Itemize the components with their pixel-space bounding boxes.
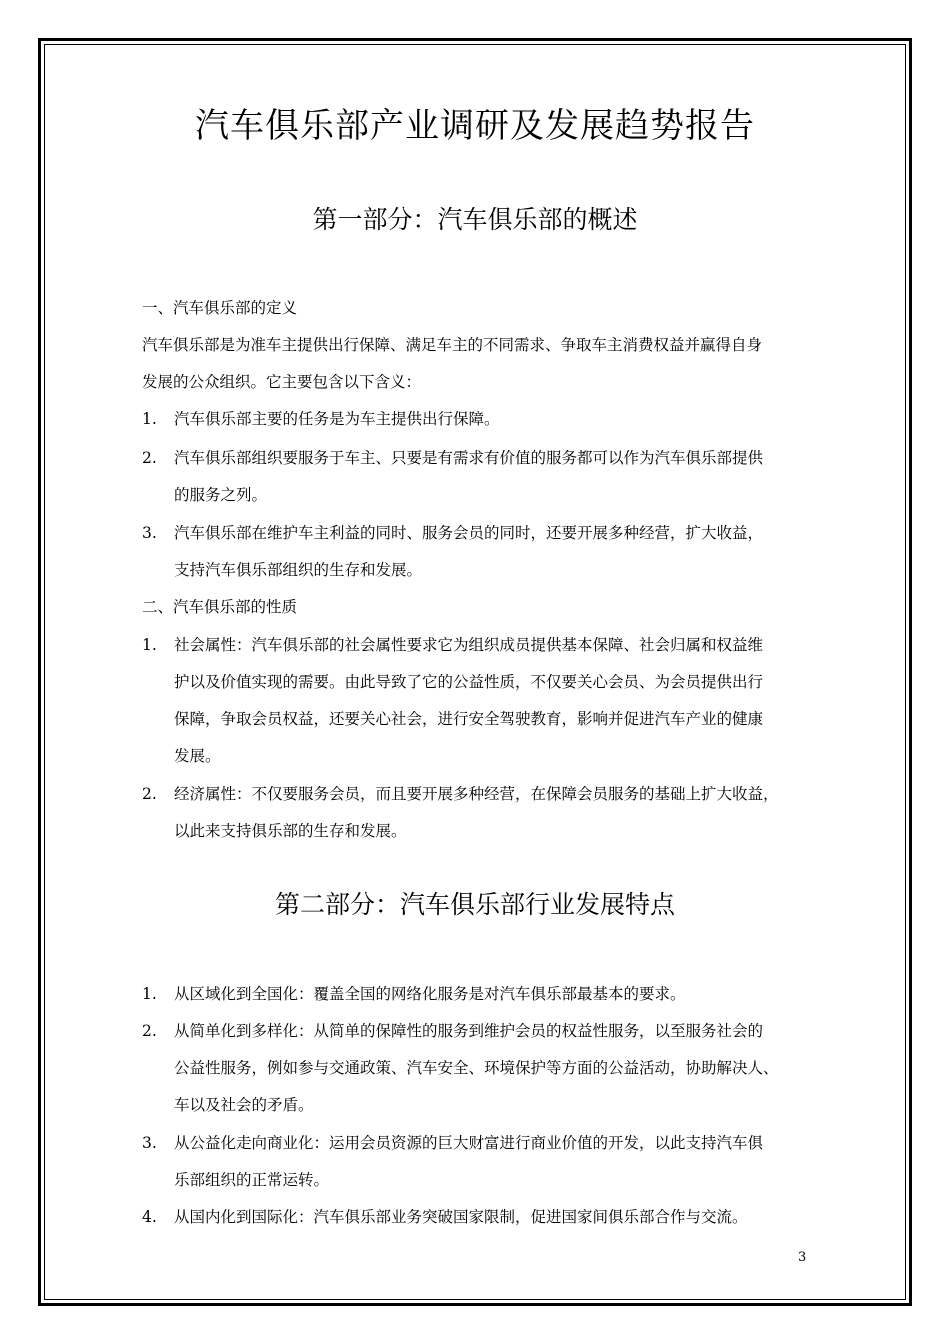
definition-line: 发展的公众组织。它主要包含以下含义： <box>142 373 422 391</box>
list-number: 1. <box>142 985 157 1003</box>
list-item-line: 以此来支持俱乐部的生存和发展。 <box>174 822 407 840</box>
list-number: 1. <box>142 410 157 428</box>
list-item-line: 社会属性：汽车俱乐部的社会属性要求它为组织成员提供基本保障、社会归属和权益维 <box>174 636 764 654</box>
document-title: 汽车俱乐部产业调研及发展趋势报告 <box>195 106 755 146</box>
list-item-line: 的服务之列。 <box>174 486 268 504</box>
page-number: 3 <box>798 1250 807 1265</box>
list-number: 4. <box>142 1208 157 1226</box>
list-item-line: 从国内化到国际化：汽车俱乐部业务突破国家限制，促进国家间俱乐部合作与交流。 <box>174 1208 748 1226</box>
list-item-line: 从简单化到多样化：从简单的保障性的服务到维护会员的权益性服务，以至服务社会的 <box>174 1022 764 1040</box>
section2-title: 二、汽车俱乐部的性质 <box>142 598 298 616</box>
list-item-line: 乐部组织的正常运转。 <box>174 1171 330 1189</box>
list-number: 2. <box>142 1022 157 1040</box>
list-item-line: 从公益化走向商业化：运用会员资源的巨大财富进行商业价值的开发，以此支持汽车俱 <box>174 1134 764 1152</box>
section1-title: 一、汽车俱乐部的定义 <box>142 299 298 317</box>
list-item-line: 支持汽车俱乐部组织的生存和发展。 <box>174 561 423 579</box>
definition-line: 汽车俱乐部是为准车主提供出行保障、满足车主的不同需求、争取车主消费权益并赢得自身 <box>142 336 763 354</box>
list-number: 3. <box>142 1134 157 1152</box>
list-number: 2. <box>142 449 157 467</box>
list-item-line: 车以及社会的矛盾。 <box>174 1096 314 1114</box>
list-number: 2. <box>142 785 157 803</box>
list-item-line: 保障，争取会员权益，还要关心社会，进行安全驾驶教育，影响并促进汽车产业的健康 <box>174 710 764 728</box>
list-item-line: 从区域化到全国化：覆盖全国的网络化服务是对汽车俱乐部最基本的要求。 <box>174 985 686 1003</box>
list-item-line: 公益性服务，例如参与交通政策、汽车安全、环境保护等方面的公益活动，协助解决人、 <box>174 1059 779 1077</box>
part2-heading: 第二部分：汽车俱乐部行业发展特点 <box>274 890 675 919</box>
list-item-line: 发展。 <box>174 747 221 765</box>
list-item-line: 汽车俱乐部在维护车主利益的同时、服务会员的同时，还要开展多种经营，扩大收益， <box>174 524 764 542</box>
list-number: 1. <box>142 636 157 654</box>
list-item-line: 经济属性：不仅要服务会员，而且要开展多种经营，在保障会员服务的基础上扩大收益， <box>174 785 779 803</box>
list-number: 3. <box>142 524 157 542</box>
part1-heading: 第一部分：汽车俱乐部的概述 <box>312 205 638 234</box>
list-item-line: 护以及价值实现的需要。由此导致了它的公益性质，不仅要关心会员、为会员提供出行 <box>174 673 764 691</box>
list-item-line: 汽车俱乐部组织要服务于车主、只要是有需求有价值的服务都可以作为汽车俱乐部提供 <box>174 449 764 467</box>
list-item-line: 汽车俱乐部主要的任务是为车主提供出行保障。 <box>174 410 500 428</box>
